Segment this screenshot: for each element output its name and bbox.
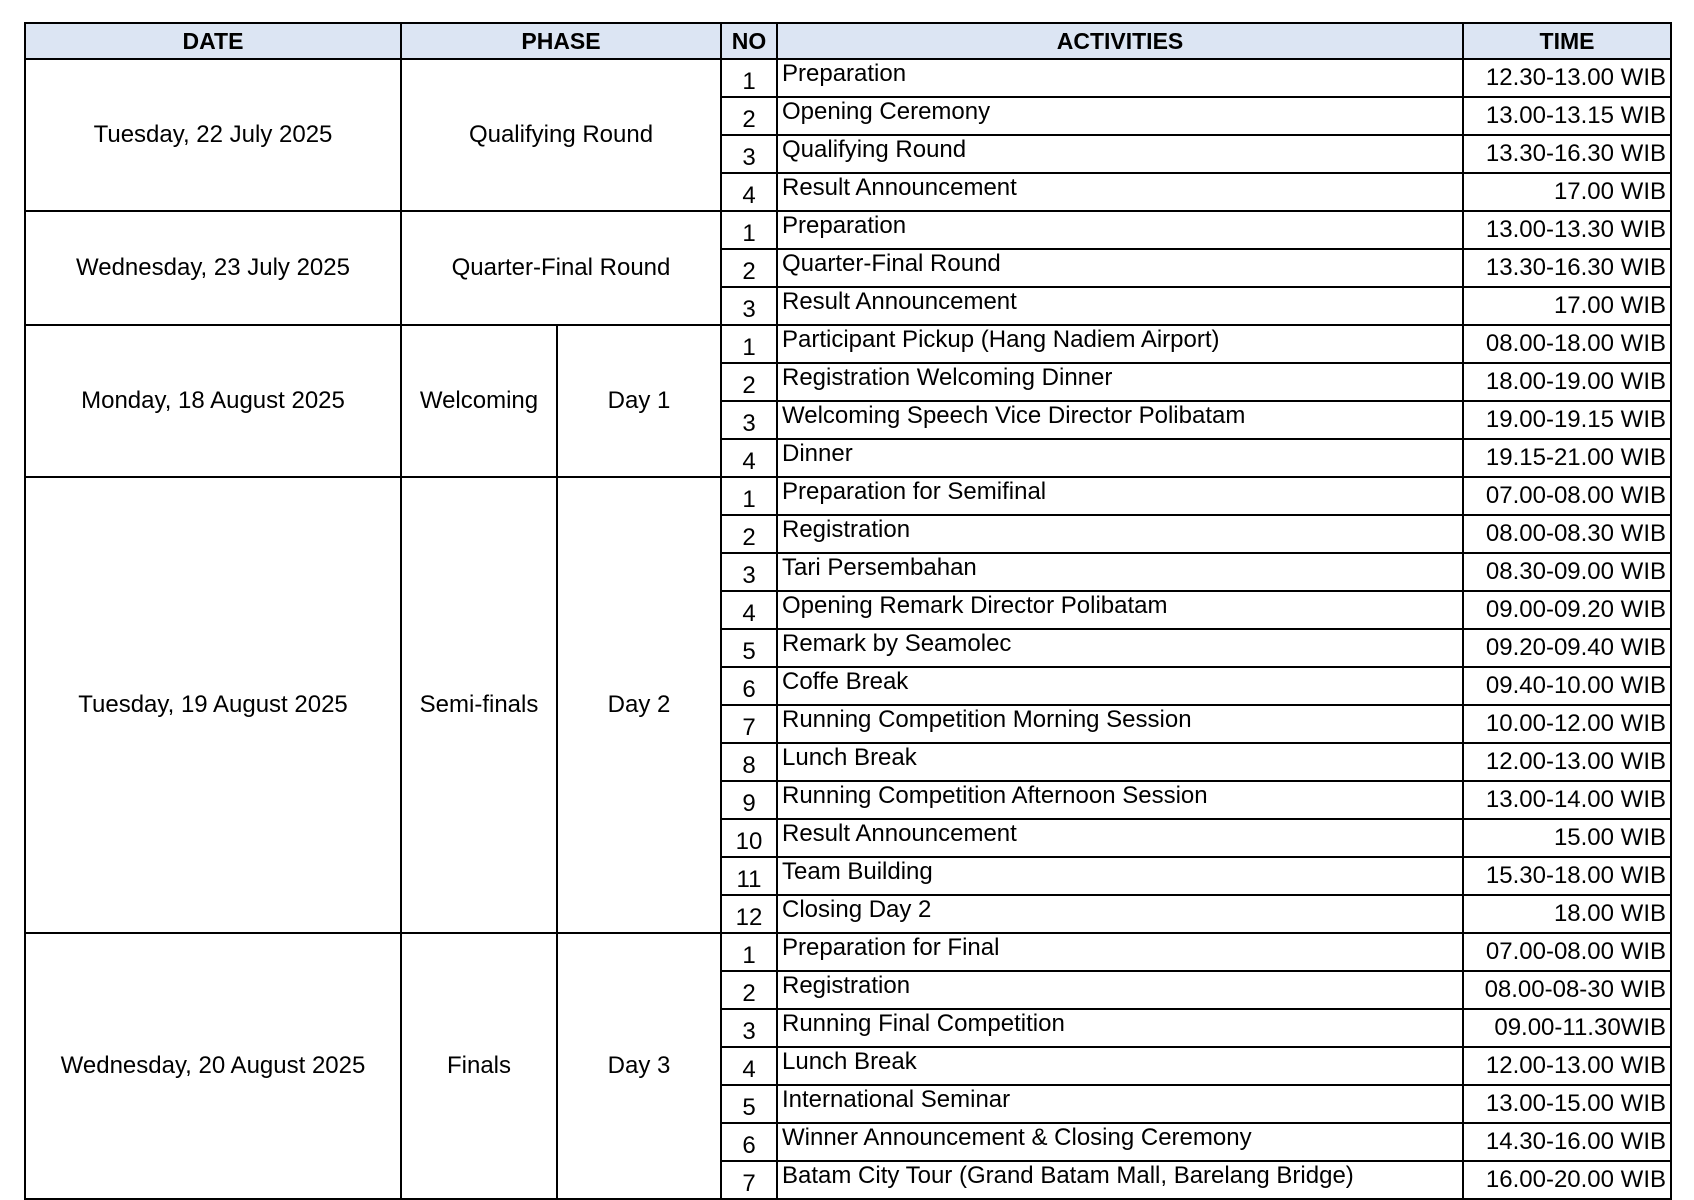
activity-name: Running Competition Afternoon Session [777,781,1463,819]
header-no: NO [721,23,777,59]
activity-time: 16.00-20.00 WIB [1463,1161,1671,1199]
activity-number: 3 [721,1009,777,1047]
activity-time: 13.00-15.00 WIB [1463,1085,1671,1123]
activity-number: 3 [721,287,777,325]
table-row [25,477,1671,515]
activity-name: Preparation for Final [777,933,1463,971]
activity-number: 4 [721,591,777,629]
date-cell: Wednesday, 23 July 2025 [25,211,401,325]
activity-name: Lunch Break [777,743,1463,781]
activity-number: 5 [721,629,777,667]
activity-number: 11 [721,857,777,895]
activity-number: 5 [721,1085,777,1123]
activity-number: 1 [721,477,777,515]
activity-number: 1 [721,325,777,363]
activity-time: 17.00 WIB [1463,173,1671,211]
activity-name: Qualifying Round [777,135,1463,173]
table-header-row [25,23,1671,59]
activity-name: Coffe Break [777,667,1463,705]
phase-cell: Quarter-Final Round [401,211,721,325]
activity-name: Team Building [777,857,1463,895]
activity-time: 18.00-19.00 WIB [1463,363,1671,401]
activity-time: 08.30-09.00 WIB [1463,553,1671,591]
activity-time: 09.00-09.20 WIB [1463,591,1671,629]
activity-time: 12.00-13.00 WIB [1463,1047,1671,1085]
activity-name: Result Announcement [777,173,1463,211]
activity-name: Preparation [777,59,1463,97]
activity-time: 13.00-14.00 WIB [1463,781,1671,819]
activity-time: 07.00-08.00 WIB [1463,477,1671,515]
activity-name: Batam City Tour (Grand Batam Mall, Barelang Bridge) [777,1161,1463,1199]
schedule-table [24,22,1672,1200]
activity-name: Quarter-Final Round [777,249,1463,287]
activity-number: 2 [721,971,777,1009]
header-activities: ACTIVITIES [777,23,1463,59]
activity-number: 10 [721,819,777,857]
date-cell: Tuesday, 19 August 2025 [25,477,401,933]
schedule-body [25,59,1671,1199]
activity-number: 3 [721,401,777,439]
activity-number: 6 [721,1123,777,1161]
date-cell: Monday, 18 August 2025 [25,325,401,477]
activity-name: Participant Pickup (Hang Nadiem Airport) [777,325,1463,363]
activity-number: 7 [721,705,777,743]
phase-cell: Semi-finals [401,477,557,933]
activity-time: 12.30-13.00 WIB [1463,59,1671,97]
activity-time: 12.00-13.00 WIB [1463,743,1671,781]
activity-name: Remark by Seamolec [777,629,1463,667]
activity-number: 6 [721,667,777,705]
activity-name: Preparation [777,211,1463,249]
activity-time: 09.40-10.00 WIB [1463,667,1671,705]
activity-number: 3 [721,135,777,173]
day-cell: Day 3 [557,933,721,1199]
activity-number: 7 [721,1161,777,1199]
activity-time: 07.00-08.00 WIB [1463,933,1671,971]
activity-name: Lunch Break [777,1047,1463,1085]
activity-time: 09.20-09.40 WIB [1463,629,1671,667]
activity-name: Result Announcement [777,287,1463,325]
activity-number: 9 [721,781,777,819]
activity-name: Tari Persembahan [777,553,1463,591]
activity-time: 14.30-16.00 WIB [1463,1123,1671,1161]
activity-name: Result Announcement [777,819,1463,857]
activity-time: 13.30-16.30 WIB [1463,135,1671,173]
activity-name: Opening Remark Director Polibatam [777,591,1463,629]
activity-number: 4 [721,1047,777,1085]
activity-name: Winner Announcement & Closing Ceremony [777,1123,1463,1161]
activity-number: 12 [721,895,777,933]
activity-time: 15.00 WIB [1463,819,1671,857]
activity-name: Registration [777,515,1463,553]
activity-time: 19.15-21.00 WIB [1463,439,1671,477]
header-time: TIME [1463,23,1671,59]
activity-number: 4 [721,173,777,211]
table-row [25,325,1671,363]
table-row [25,59,1671,97]
activity-number: 2 [721,515,777,553]
activity-time: 08.00-18.00 WIB [1463,325,1671,363]
activity-time: 08.00-08-30 WIB [1463,971,1671,1009]
activity-time: 13.00-13.30 WIB [1463,211,1671,249]
activity-number: 2 [721,97,777,135]
activity-time: 19.00-19.15 WIB [1463,401,1671,439]
activity-name: Running Final Competition [777,1009,1463,1047]
activity-name: Welcoming Speech Vice Director Polibatam [777,401,1463,439]
table-row [25,933,1671,971]
activity-time: 13.30-16.30 WIB [1463,249,1671,287]
activity-time: 18.00 WIB [1463,895,1671,933]
activity-name: Dinner [777,439,1463,477]
date-cell: Wednesday, 20 August 2025 [25,933,401,1199]
phase-cell: Qualifying Round [401,59,721,211]
activity-name: Running Competition Morning Session [777,705,1463,743]
activity-name: Preparation for Semifinal [777,477,1463,515]
activity-time: 15.30-18.00 WIB [1463,857,1671,895]
phase-cell: Finals [401,933,557,1199]
activity-time: 17.00 WIB [1463,287,1671,325]
activity-number: 8 [721,743,777,781]
date-cell: Tuesday, 22 July 2025 [25,59,401,211]
activity-name: Registration [777,971,1463,1009]
phase-cell: Welcoming [401,325,557,477]
activity-number: 1 [721,933,777,971]
activity-name: Closing Day 2 [777,895,1463,933]
activity-time: 10.00-12.00 WIB [1463,705,1671,743]
activity-name: International Seminar [777,1085,1463,1123]
activity-number: 3 [721,553,777,591]
activity-name: Registration Welcoming Dinner [777,363,1463,401]
table-row [25,211,1671,249]
activity-time: 08.00-08.30 WIB [1463,515,1671,553]
activity-time: 09.00-11.30WIB [1463,1009,1671,1047]
activity-number: 2 [721,249,777,287]
activity-time: 13.00-13.15 WIB [1463,97,1671,135]
activity-number: 1 [721,211,777,249]
activity-number: 2 [721,363,777,401]
day-cell: Day 1 [557,325,721,477]
header-date: DATE [25,23,401,59]
activity-number: 1 [721,59,777,97]
header-phase: PHASE [401,23,721,59]
activity-name: Opening Ceremony [777,97,1463,135]
day-cell: Day 2 [557,477,721,933]
activity-number: 4 [721,439,777,477]
